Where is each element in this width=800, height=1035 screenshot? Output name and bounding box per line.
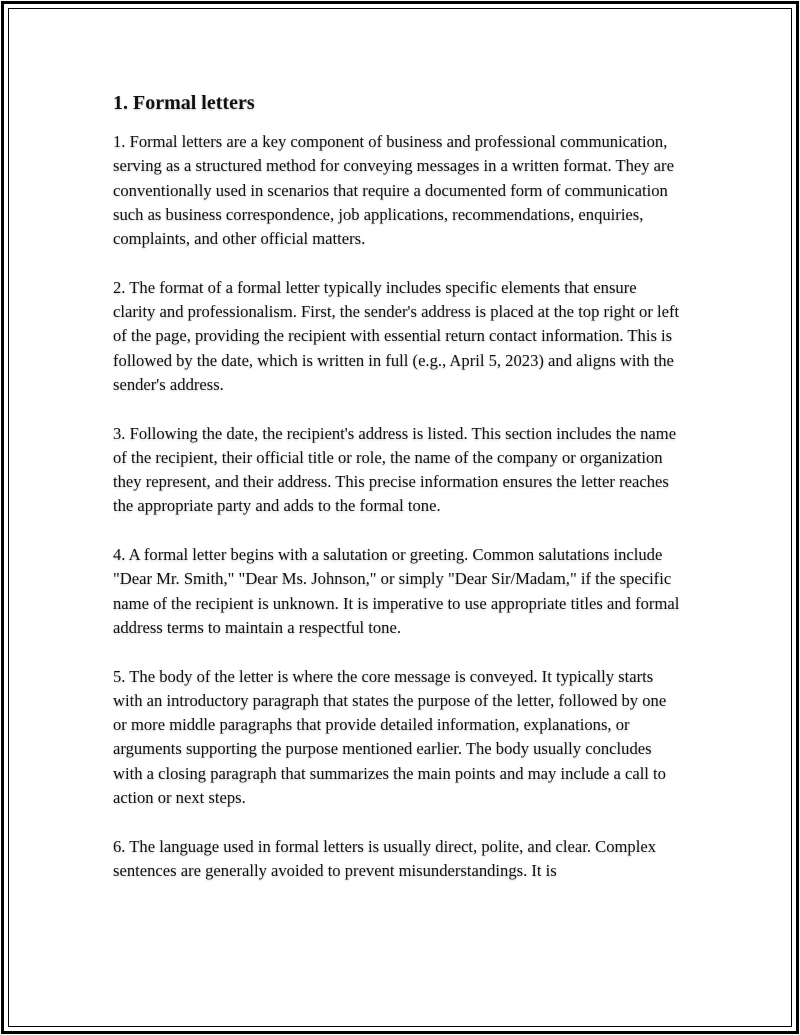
paragraph-3: 3. Following the date, the recipient's address is listed. This section includes the name of the recipient, their official title or role, the name of the company or organization they represent, and their address. This precise information ensures the letter reaches the appropriate party and adds to the formal tone. xyxy=(113,423,677,516)
paragraph-4: 4. A formal letter begins with a salutation or greeting. Common salutations include "Dear Mr. Smith," "Dear Ms. Johnson," or simply "Dear Sir/Madam," if the specific name of the recipient is unknown. It is imperative to use appropriate titles and formal address terms to maintain a respectful tone. xyxy=(113,545,680,637)
paragraph-6: 6. The language used in formal letters is usually direct, polite, and clear. Complex sentences are generally avoided to prevent misunderstandings. It is xyxy=(113,836,656,880)
paragraph-1: 1. Formal letters are a key component of business and professional communication, serving as a structured method for conveying messages in a written format. They are conventionally used in scenarios that require a documented form of communication such as business correspondence, job applications, recommendations, enquiries, complaints, and other official matters. xyxy=(113,132,674,249)
section-heading: 1. Formal letters xyxy=(113,92,255,114)
paragraph-5: 5. The body of the letter is where the core message is conveyed. It typically starts with an introductory paragraph that states the purpose of the letter, followed by one or more middle paragraphs that provide detailed information, explanations, or arguments supporting the purpose mentioned earlier. The body usually concludes with a closing paragraph that summarizes the main points and may include a call to action or next steps. xyxy=(113,666,667,808)
document-body xyxy=(113,88,683,908)
paragraph-2: 2. The format of a formal letter typically includes specific elements that ensure clarity and professionalism. First, the sender's address is placed at the top right or left of the page, providing the recipient with essential return contact information. This is followed by the date, which is written in full (e.g., April 5, 2023) and aligns with the sender's address. xyxy=(113,277,680,394)
